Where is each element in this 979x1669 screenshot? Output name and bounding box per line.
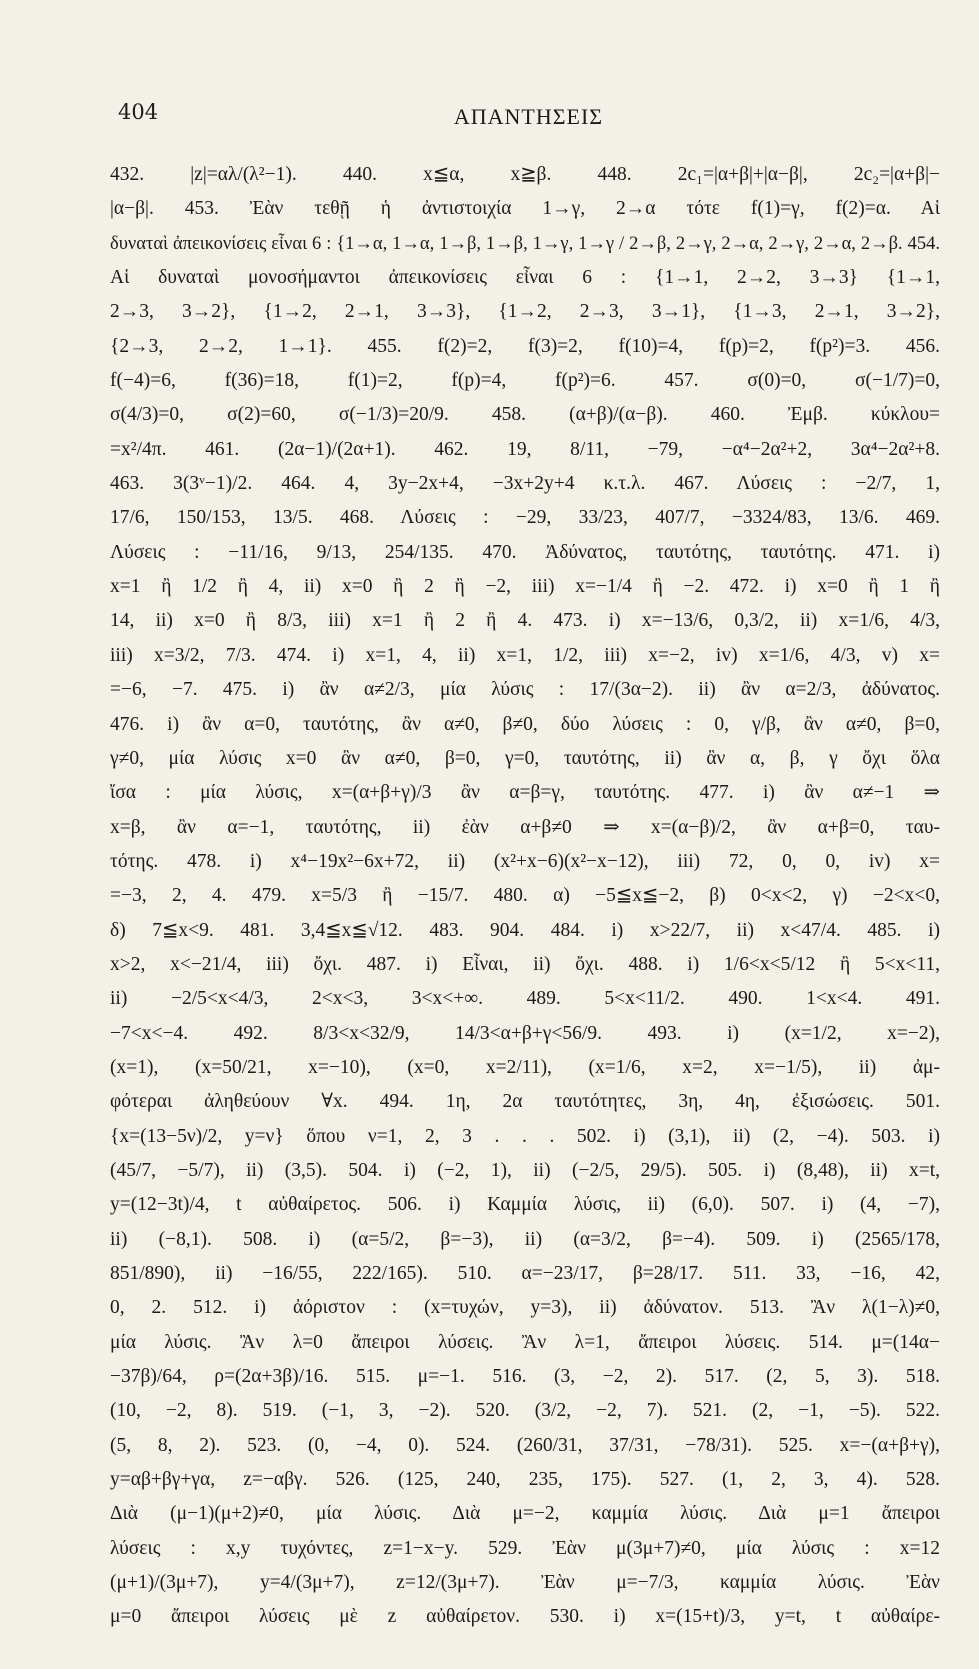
text-line: ἴσα : μία λύσις, x=(α+β+γ)/3 ἂν α=β=γ, ταυτότης. 477. i) ἂν α≠−1 ⇒ xyxy=(110,782,940,804)
text-line: y=(12−3t)/4, t αὐθαίρετος. 506. i) Καμμία λύσις, ii) (6,0). 507. i) (4, −7), xyxy=(110,1194,940,1216)
text-line: 0, 2. 512. i) ἀόριστον : (x=τυχών, y=3), ii) ἀδύνατον. 513. Ἂν λ(1−λ)≠0, xyxy=(110,1297,940,1319)
text-line: f(−4)=6, f(36)=18, f(1)=2, f(p)=4, f(p²)=6. 457. σ(0)=0, σ(−1/7)=0, xyxy=(110,370,940,392)
text-line: γ≠0, μία λύσις x=0 ἂν α≠0, β=0, γ=0, ταυτότης, ii) ἂν α, β, γ ὄχι ὅλα xyxy=(110,747,940,769)
text-line: τότης. 478. i) x⁴−19x²−6x+72, ii) (x²+x−6)(x²−x−12), iii) 72, 0, 0, iv) x= xyxy=(110,850,940,872)
text-line: Αἱ δυναταὶ μονοσήμαντοι ἀπεικονίσεις εἶναι 6 : {1→1, 2→2, 3→3} {1→1, xyxy=(110,267,940,289)
text-line: δυναταὶ ἀπεικονίσεις εἶναι 6 : {1→α, 1→α, 1→β, 1→β, 1→γ, 1→γ / 2→β, 2→γ, 2→α, 2→γ, 2→α, 2→β. 454. xyxy=(110,233,940,254)
text-line: 432. |z|=αλ/(λ²−1). 440. x≦α, x≧β. 448. 2c₁=|α+β|+|α−β|, 2c₂=|α+β|− xyxy=(110,164,940,185)
text-line xyxy=(110,1635,940,1669)
answers-text xyxy=(110,158,940,1669)
text-line: ii) −2/5<x<4/3, 2<x<3, 3<x<+∞. 489. 5<x<11/2. 490. 1<x<4. 491. xyxy=(110,988,940,1010)
text-line: =x²/4π. 461. (2α−1)/(2α+1). 462. 19, 8/11, −79, −α⁴−2α²+2, 3α⁴−2α²+8. xyxy=(110,438,940,460)
text-line: 476. i) ἂν α=0, ταυτότης, ἂν α≠0, β≠0, δύο λύσεις : 0, γ/β, ἂν α≠0, β=0, xyxy=(110,713,940,735)
text-line: μ=0 ἄπειροι λύσεις μὲ z αὐθαίρετον. 530. i) x=(15+t)/3, y=t, t αὐθαίρε- xyxy=(110,1606,940,1628)
text-line: (x=1), (x=50/21, x=−10), (x=0, x=2/11), (x=1/6, x=2, x=−1/5), ii) ἀμ- xyxy=(110,1056,940,1078)
text-line: δ) 7≦x<9. 481. 3,4≦x≦√12. 483. 904. 484. i) x>22/7, ii) x<47/4. 485. i) xyxy=(110,919,940,941)
text-line: x=1 ἢ 1/2 ἢ 4, ii) x=0 ἢ 2 ἢ −2, iii) x=−1/4 ἢ −2. 472. i) x=0 ἢ 1 ἢ xyxy=(110,576,940,598)
text-line: (μ+1)/(3μ+7), y=4/(3μ+7), z=12/(3μ+7). Ἐὰν μ=−7/3, καμμία λύσις. Ἐὰν xyxy=(110,1572,940,1594)
text-line: φότεραι ἀληθεύουν ∀x. 494. 1η, 2α ταυτότητες, 3η, 4η, ἐξισώσεις. 501. xyxy=(110,1091,940,1113)
text-line: (45/7, −5/7), ii) (3,5). 504. i) (−2, 1), ii) (−2/5, 29/5). 505. i) (8,48), ii) x=t, xyxy=(110,1159,940,1181)
text-line: {x=(13−5ν)/2, y=ν} ὅπου ν=1, 2, 3 . . . 502. i) (3,1), ii) (2, −4). 503. i) xyxy=(110,1125,940,1147)
text-line: λύσεις : x,y τυχόντες, z=1−x−y. 529. Ἐὰν μ(3μ+7)≠0, μία λύσις : x=12 xyxy=(110,1537,940,1559)
text-line: x>2, x<−21/4, iii) ὄχι. 487. i) Εἶναι, ii) ὄχι. 488. i) 1/6<x<5/12 ἢ 5<x<11, xyxy=(110,953,940,975)
text-line: 2→3, 3→2}, {1→2, 2→1, 3→3}, {1→2, 2→3, 3→1}, {1→3, 2→1, 3→2}, xyxy=(110,301,940,323)
text-line: σ(4/3)=0, σ(2)=60, σ(−1/3)=20/9. 458. (α+β)/(α−β). 460. Ἐμβ. κύκλου= xyxy=(110,404,940,426)
text-line: 14, ii) x=0 ἢ 8/3, iii) x=1 ἢ 2 ἢ 4. 473. i) x=−13/6, 0,3/2, ii) x=1/6, 4/3, xyxy=(110,610,940,632)
text-line: {2→3, 2→2, 1→1}. 455. f(2)=2, f(3)=2, f(10)=4, f(p)=2, f(p²)=3. 456. xyxy=(110,335,940,357)
text-line: 17/6, 150/153, 13/5. 468. Λύσεις : −29, 33/23, 407/7, −3324/83, 13/6. 469. xyxy=(110,507,940,529)
running-title: ΑΠΑΝΤΗΣΕΙΣ xyxy=(453,104,604,129)
text-line: (10, −2, 8). 519. (−1, 3, −2). 520. (3/2, −2, 7). 521. (2, −1, −5). 522. xyxy=(110,1400,940,1422)
text-line: x=β, ἂν α=−1, ταυτότης, ii) ἐὰν α+β≠0 ⇒ x=(α−β)/2, ἂν α+β=0, ταυ- xyxy=(110,816,940,838)
text-line: −37β)/64, ρ=(2α+3β)/16. 515. μ=−1. 516. (3, −2, 2). 517. (2, 5, 3). 518. xyxy=(110,1366,940,1388)
text-line: y=αβ+βγ+γα, z=−αβγ. 526. (125, 240, 235, 175). 527. (1, 2, 3, 4). 528. xyxy=(110,1469,940,1491)
text-line: 463. 3(3ᵛ−1)/2. 464. 4, 3y−2x+4, −3x+2y+4 κ.τ.λ. 467. Λύσεις : −2/7, 1, xyxy=(110,473,940,495)
text-line: μία λύσις. Ἂν λ=0 ἄπειροι λύσεις. Ἂν λ=1, ἄπειροι λύσεις. 514. μ=(14α− xyxy=(110,1331,940,1353)
text-line: |α−β|. 453. Ἐὰν τεθῇ ἡ ἀντιστοιχία 1→γ, 2→α τότε f(1)=γ, f(2)=α. Αἱ xyxy=(110,198,940,220)
text-line: Διὰ (μ−1)(μ+2)≠0, μία λύσις. Διὰ μ=−2, καμμία λύσις. Διὰ μ=1 ἄπειροι xyxy=(110,1503,940,1525)
text-line: Λύσεις : −11/16, 9/13, 254/135. 470. Ἀδύνατος, ταυτότης, ταυτότης. 471. i) xyxy=(110,541,940,563)
text-line: =−3, 2, 4. 479. x=5/3 ἢ −15/7. 480. α) −5≦x≦−2, β) 0<x<2, γ) −2<x<0, xyxy=(110,885,940,907)
page-number: 404 xyxy=(118,100,159,124)
text-line: −7<x<−4. 492. 8/3<x<32/9, 14/3<α+β+γ<56/9. 493. i) (x=1/2, x=−2), xyxy=(110,1022,940,1044)
text-line: ii) (−8,1). 508. i) (α=5/2, β=−3), ii) (α=3/2, β=−4). 509. i) (2565/178, xyxy=(110,1228,940,1250)
text-line: (5, 8, 2). 523. (0, −4, 0). 524. (260/31, 37/31, −78/31). 525. x=−(α+β+γ), xyxy=(110,1434,940,1456)
text-line: =−6, −7. 475. i) ἂν α≠2/3, μία λύσις : 17/(3α−2). ii) ἂν α=2/3, ἀδύνατος. xyxy=(110,679,940,701)
text-line: iii) x=3/2, 7/3. 474. i) x=1, 4, ii) x=1, 1/2, iii) x=−2, iv) x=1/6, 4/3, v) x= xyxy=(110,644,940,666)
text-line: 851/890), ii) −16/55, 222/165). 510. α=−23/17, β=28/17. 511. 33, −16, 42, xyxy=(110,1263,940,1284)
page-header xyxy=(118,100,939,140)
